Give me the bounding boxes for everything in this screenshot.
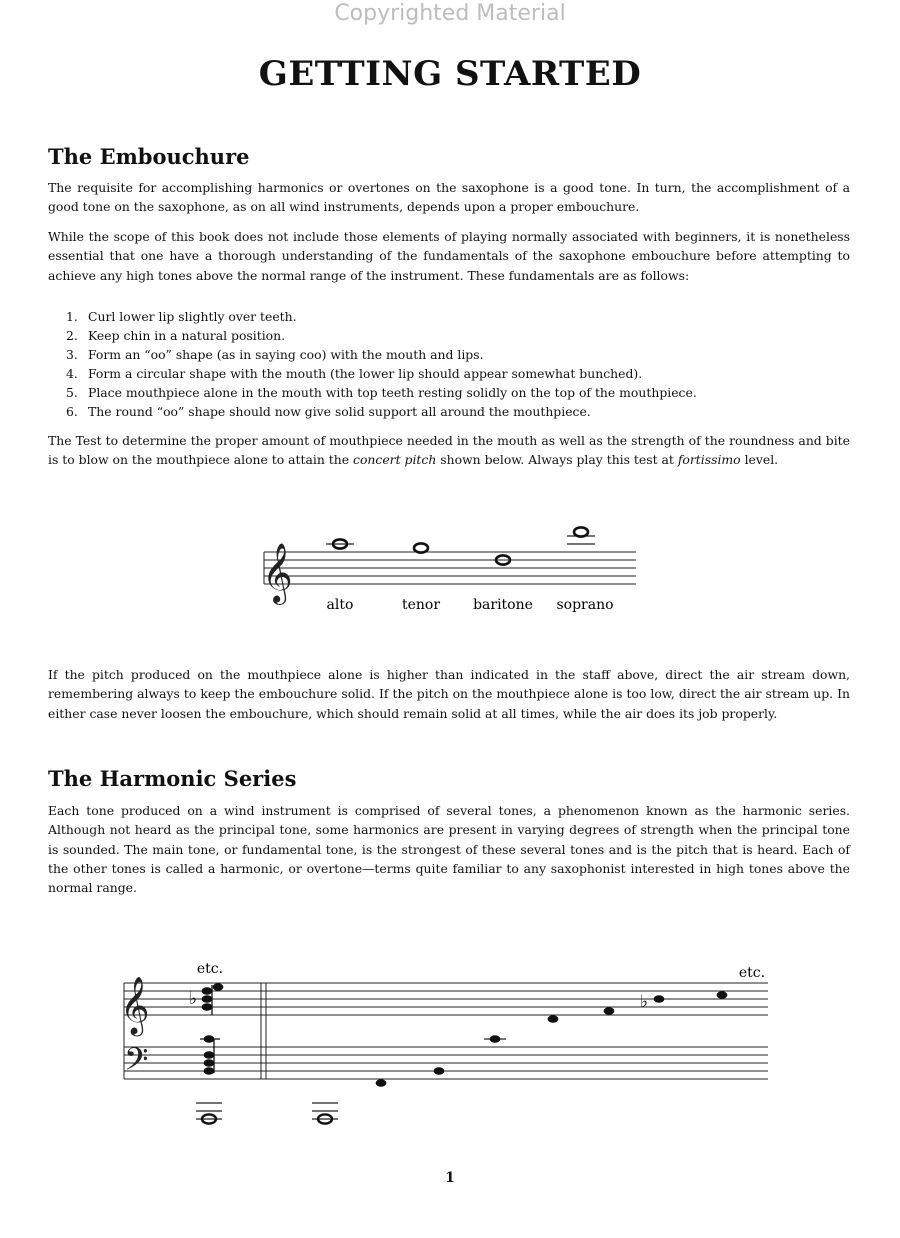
step-text: Keep chin in a natural position. bbox=[88, 328, 286, 344]
step-number: 2. bbox=[66, 328, 78, 344]
embouchure-step bbox=[66, 345, 697, 364]
harmonic-note-4 bbox=[484, 1035, 506, 1043]
harmonic-fundamental-note bbox=[312, 1103, 338, 1124]
mouthpiece-test-paragraph bbox=[48, 431, 850, 470]
staff-label-baritone: baritone bbox=[473, 597, 533, 613]
embouchure-intro-paragraph: The requisite for accomplishing harmonics or overtones on the saxophone is a good tone. In turn, the accomplishment of a good tone on the saxophone, as on all wind instruments, depends upon a proper embouchure. bbox=[48, 180, 850, 215]
page-title: GETTING STARTED bbox=[258, 54, 642, 94]
step-number: 6. bbox=[66, 404, 78, 420]
step-number: 5. bbox=[66, 385, 78, 401]
tenor-note bbox=[414, 543, 428, 552]
etc-label-left: etc. bbox=[196, 961, 224, 977]
harmonic-note-8 bbox=[717, 991, 728, 999]
embouchure-steps-list bbox=[66, 307, 697, 422]
treble-clef-icon: 𝄞 bbox=[262, 543, 293, 603]
harmonic-note-7 bbox=[640, 992, 664, 1012]
step-number: 1. bbox=[66, 309, 78, 324]
harmonic-note-5 bbox=[548, 1015, 559, 1023]
step-text: Place mouthpiece alone in the mouth with top teeth resting solidly on the top of the mouthpiece. bbox=[88, 385, 697, 401]
embouchure-step bbox=[66, 307, 697, 326]
test-italic-concert-pitch: concert pitch bbox=[353, 452, 437, 468]
test-text-2: shown below. Always play this test at bbox=[436, 452, 678, 468]
copyright-watermark: Copyrighted Material bbox=[334, 1, 566, 26]
harmonic-note-2 bbox=[376, 1079, 387, 1087]
step-number: 3. bbox=[66, 347, 78, 363]
flat-sign-icon: ♭ bbox=[189, 989, 198, 1009]
embouchure-step bbox=[66, 383, 697, 402]
pitch-adjustment-paragraph: If the pitch produced on the mouthpiece alone is higher than indicated in the staff above, direct the air stream down, remembering always to keep the embouchure solid. If the pitch on the mouthpiece alone is too low, direct the air stream up. In either case never loosen the embouchure, which should remain solid at all times, while the air does its job properly. bbox=[48, 667, 850, 721]
concert-pitch-staff bbox=[258, 520, 648, 620]
etc-label-right: etc. bbox=[738, 965, 766, 981]
step-text: Curl lower lip slightly over teeth. bbox=[88, 309, 297, 324]
embouchure-step bbox=[66, 364, 697, 383]
harmonic-series-paragraph: Each tone produced on a wind instrument is comprised of several tones, a phenomenon known as the harmonic series. Although not heard as the principal tone, some harmonics are present in varying degrees of strength when the principal tone is sounded. The main tone, or fundamental tone, is the strongest of these several tones and is the pitch that is heard. Each of the other tones is called a harmonic, or overtone—terms quite familiar to any saxophonist interested in high tones above the normal range. bbox=[48, 803, 850, 896]
test-text-1: The Test to determine the proper amount of mouthpiece needed in the mouth as well as the strength of the roundness and bite is to blow on the mouthpiece alone to attain the bbox=[48, 433, 850, 468]
harmonic-series-grand-staff bbox=[110, 955, 780, 1135]
step-number: 4. bbox=[66, 366, 78, 382]
page-number: 1 bbox=[445, 1170, 455, 1186]
staff-label-soprano: soprano bbox=[556, 597, 614, 613]
test-text-3: level. bbox=[740, 452, 779, 468]
test-italic-fortissimo: fortissimo bbox=[677, 452, 741, 468]
embouchure-heading: The Embouchure bbox=[48, 144, 250, 169]
staff-label-tenor: tenor bbox=[401, 597, 441, 613]
step-text: Form a circular shape with the mouth (the lower lip should appear somewhat bunched). bbox=[88, 366, 643, 382]
alto-note bbox=[326, 539, 354, 548]
step-text: The round “oo” shape should now give solid support all around the mouthpiece. bbox=[88, 404, 591, 420]
treble-clef-icon: 𝄞 bbox=[120, 976, 150, 1034]
soprano-note bbox=[567, 527, 595, 544]
fundamentals-paragraph: While the scope of this book does not include those elements of playing normally associated with beginners, it is nonetheless essential that one have a thorough understanding of the fundamentals of the saxophone embouchure before attempting to achieve any high tones above the normal range of the instrument. These fundamentals are as follows: bbox=[48, 229, 850, 283]
harmonic-note-6 bbox=[604, 1007, 615, 1015]
embouchure-step bbox=[66, 326, 697, 345]
harmonic-series-heading: The Harmonic Series bbox=[48, 766, 297, 791]
staff-label-alto: alto bbox=[326, 597, 354, 613]
left-fundamental-note bbox=[196, 1103, 222, 1124]
flat-sign-icon: ♭ bbox=[640, 992, 649, 1012]
step-text: Form an “oo” shape (as in saying coo) with the mouth and lips. bbox=[88, 347, 484, 363]
harmonic-note-3 bbox=[434, 1067, 445, 1075]
bass-clef-icon: 𝄢 bbox=[124, 1041, 149, 1085]
embouchure-step bbox=[66, 402, 697, 421]
